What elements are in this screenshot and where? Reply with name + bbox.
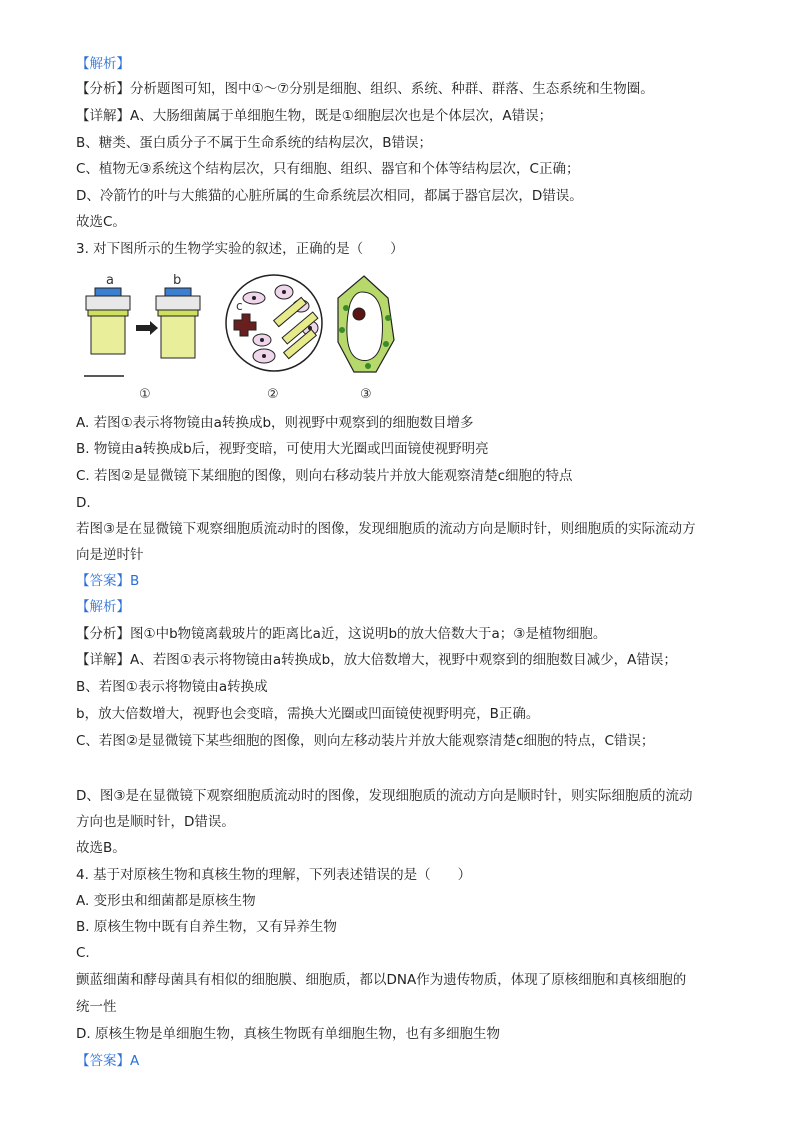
text-line: A. 变形虫和细菌都是原核生物 — [76, 893, 256, 909]
text-line: 故选B。 — [76, 840, 126, 856]
label-c: c — [236, 299, 243, 313]
text-line: C、若图②是显微镜下某些细胞的图像，则向左移动装片并放大能观察清楚c细胞的特点，C错误； — [76, 733, 655, 749]
text-line: C. 若图②是显微镜下某细胞的图像，则向右移动装片并放大能观察清楚c细胞的特点 — [76, 468, 573, 484]
caption-1: ① — [139, 387, 151, 402]
text-line: 若图③是在显微镜下观察细胞质流动时的图像，发现细胞质的流动方向是顺时针，则细胞质的实际流动方 — [76, 521, 696, 537]
text-line: C. — [76, 945, 90, 961]
text-line: D. 原核生物是单细胞生物，真核生物既有单细胞生物，也有多细胞生物 — [76, 1026, 500, 1042]
text-line: B、糖类、蛋白质分子不属于生命系统的结构层次，B错误； — [76, 135, 433, 151]
text-line: 颤蓝细菌和酵母菌具有相似的细胞膜、细胞质，都以DNA作为遗传物质，体现了原核细胞和真核细胞的 — [76, 972, 687, 988]
caption-3: ③ — [360, 387, 372, 402]
text-line: 【答案】B — [76, 573, 140, 589]
question-3-figure — [76, 268, 436, 408]
text-line: 【解析】 — [76, 56, 130, 72]
text-line: 方向也是顺时针，D错误。 — [76, 814, 235, 830]
text-line: B、若图①表示将物镜由a转换成 — [76, 679, 268, 695]
text-line: D、图③是在显微镜下观察细胞质流动时的图像，发现细胞质的流动方向是顺时针，则实际细胞质的流动 — [76, 788, 693, 804]
text-line: 故选C。 — [76, 214, 126, 230]
text-line: b，放大倍数增大，视野也会变暗，需换大光圈或凹面镜使视野明亮，B正确。 — [76, 706, 540, 722]
text-line: 【详解】A、大肠细菌属于单细胞生物，既是①细胞层次也是个体层次，A错误； — [76, 108, 553, 124]
text-line: 【答案】A — [76, 1053, 140, 1069]
text-line: 【解析】 — [76, 599, 130, 615]
caption-2: ② — [267, 387, 279, 402]
text-line: D、冷箭竹的叶与大熊猫的心脏所属的生命系统层次相同，都属于器官层次，D错误。 — [76, 188, 583, 204]
text-line: 【分析】分析题图可知，图中①～⑦分别是细胞、组织、系统、种群、群落、生态系统和生物圈。 — [76, 81, 654, 97]
label-b: b — [173, 273, 182, 288]
text-line: B. 物镜由a转换成b后，视野变暗，可使用大光圈或凹面镜使视野明亮 — [76, 441, 489, 457]
text-line: C、植物无③系统这个结构层次，只有细胞、组织、器官和个体等结构层次，C正确； — [76, 161, 580, 177]
text-line: D. — [76, 495, 91, 511]
objective-lens-b — [156, 273, 200, 358]
text-line: 向是逆时针 — [76, 547, 144, 563]
text-line: 统一性 — [76, 999, 117, 1015]
text-line: B. 原核生物中既有自养生物，又有异养生物 — [76, 919, 337, 935]
text-line: 4. 基于对原核生物和真核生物的理解，下列表述错误的是（ ） — [76, 867, 472, 883]
text-line: 【分析】图①中b物镜离载玻片的距离比a近，这说明b的放大倍数大于a；③是植物细胞。 — [76, 626, 607, 642]
plant-cell — [338, 276, 394, 372]
microscope-field — [226, 275, 322, 371]
text-line: 【详解】A、若图①表示将物镜由a转换成b，放大倍数增大，视野中观察到的细胞数目减少，A错误； — [76, 652, 677, 668]
objective-lens-a — [84, 273, 130, 376]
arrow-icon — [136, 321, 158, 335]
text-line: A. 若图①表示将物镜由a转换成b，则视野中观察到的细胞数目增多 — [76, 415, 474, 431]
label-a: a — [106, 273, 114, 288]
text-line: 3. 对下图所示的生物学实验的叙述，正确的是（ ） — [76, 241, 404, 257]
